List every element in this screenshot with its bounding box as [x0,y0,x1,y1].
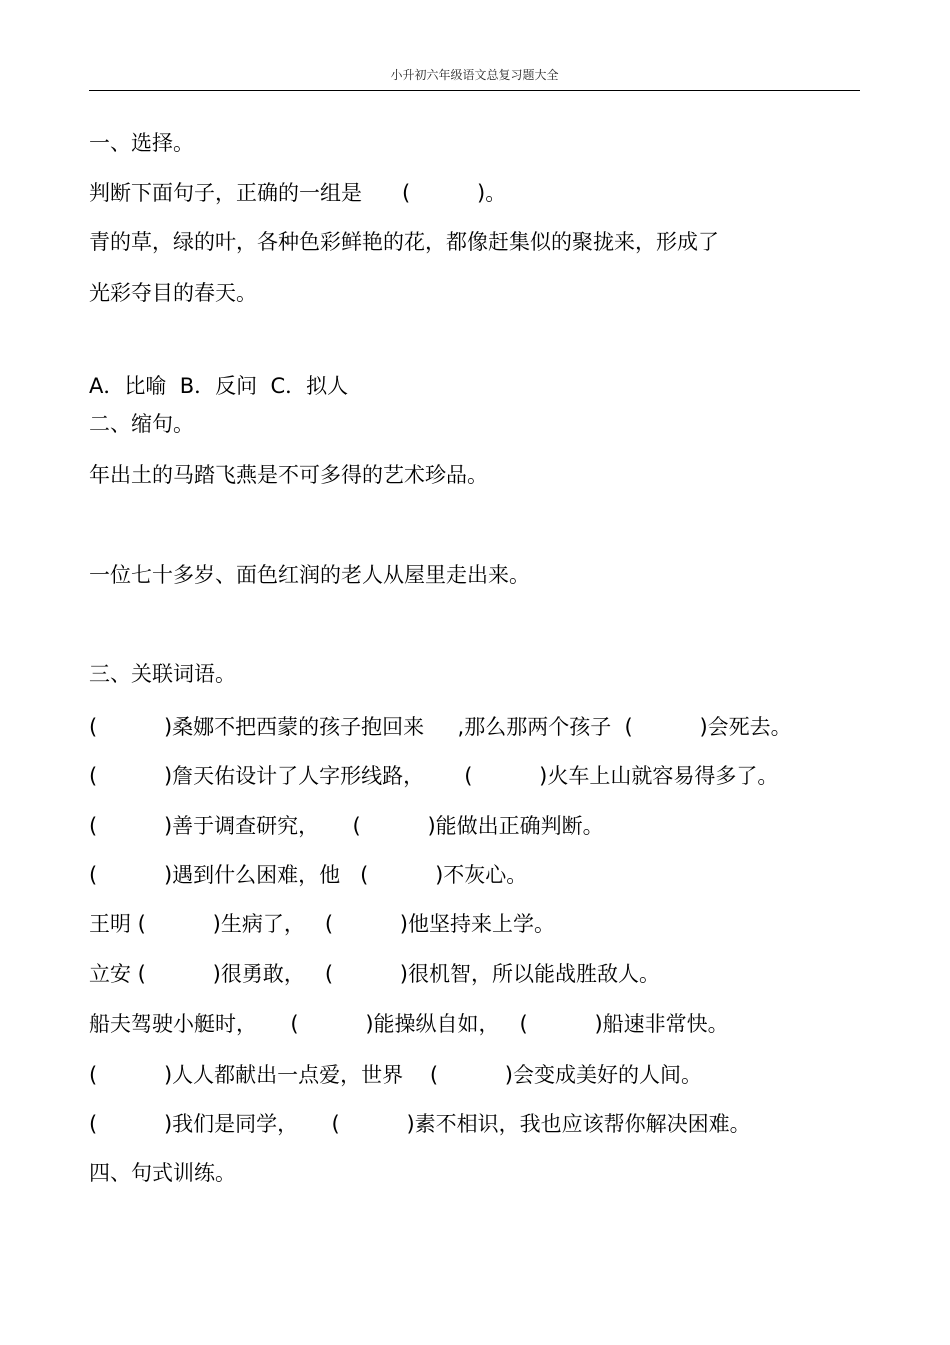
section3-item: ( )善于调查研究， ( )能做出正确判断。 [89,814,604,838]
section3-heading: 三、关联词语。 [89,662,236,686]
section2-heading: 二、缩句。 [89,412,194,436]
section3-item: 船夫驾驶小艇时， ( )能操纵自如， ( )船速非常快。 [89,1012,729,1036]
header-divider [89,90,860,91]
section4-heading: 四、句式训练。 [89,1161,236,1185]
section2-item-2: 一位七十多岁、面色红润的老人从屋里走出来。 [89,563,530,587]
section1-options: A．比喻 B．反问 C．拟人 [89,374,349,398]
section3-item: 立安 ( )很勇敢， ( )很机智，所以能战胜敌人。 [89,962,660,986]
section1-question: 判断下面句子，正确的一组是 ( )。 [89,181,507,205]
section1-sentence-line2: 光彩夺目的春天。 [89,281,257,305]
page-header: 小升初六年级语文总复习题大全 [390,68,559,82]
section3-item: ( )人人都献出一点爱，世界 ( )会变成美好的人间。 [89,1063,702,1087]
section2-item-1: 年出土的马踏飞燕是不可多得的艺术珍品。 [89,463,488,487]
section3-item: ( )詹天佑设计了人字形线路， ( )火车上山就容易得多了。 [89,764,779,788]
section3-item: ( )遇到什么困难，他 ( )不灰心。 [89,863,528,887]
section3-item: ( )桑娜不把西蒙的孩子抱回来 ,那么那两个孩子 ( )会死去。 [89,715,792,739]
section1-heading: 一、选择。 [89,131,194,155]
section3-item: ( )我们是同学， ( )素不相识，我也应该帮你解决困难。 [89,1112,751,1136]
section1-sentence-line1: 青的草，绿的叶，各种色彩鲜艳的花，都像赶集似的聚拢来，形成了 [89,230,719,254]
section3-item: 王明 ( )生病了， ( )他坚持来上学。 [89,912,555,936]
